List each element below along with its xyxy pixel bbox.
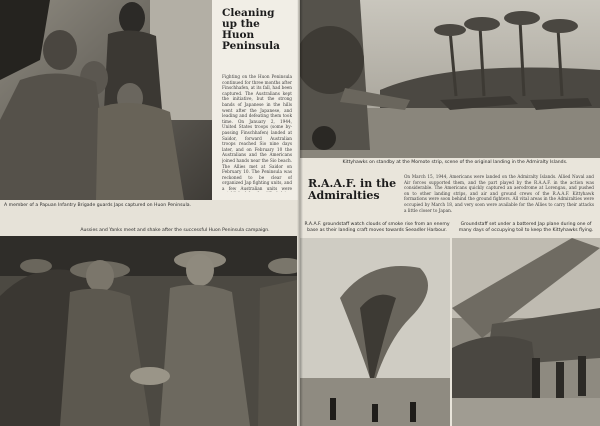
caption-kittyhawks: Kittyhawks on standby at the Momote strip, scene of the original landing in the Admiralty Islands. [342,160,568,165]
photo-aussies-yanks-handshake [0,236,297,426]
photo-kittyhawks-momote-strip [300,0,600,158]
photo-papuan-guard-prisoners [0,0,212,200]
photo-groundstaff-jap-plane [452,238,600,426]
photo-smoke-column [300,238,450,426]
article-body: Fighting on the Huon Peninsula continued for three months after Finschhafen, at its fall, had been captured. The Australians kept the initiative, but the strong bands of Japanese in the hills went after the Japanese, and leading and defeating them took time. On January 2, 1944, United States troops (some by-passing Finschhafen) landed at Saidor, forward Australian troops reached Sio nine days later, and on February 10 the Australians and the Americans joined hands near the Sio beach. The Allies met at Saidor on February 10. The Peninsula was reckoned to be clear of organized Jap fighting units, and a few Australian units were [222,74,292,191]
page-gutter [297,0,303,426]
caption-smoke-landing-craft: R.A.A.F. groundstaff watch clouds of smoke rise from an enemy base as their landing craft moves towards Seeadler Harbour. [304,222,450,233]
caption-groundstaff-jap-plane: Groundstaff set under a battered Jap plane during one of many days of occupying toil to keep the Kittyhawks flying. [458,222,594,233]
raaf-heading: R.A.A.F. in the Admiralties [308,177,397,202]
right-page [300,0,600,426]
article-heading: Cleaning up the Huon Peninsula [222,7,280,53]
raaf-body: On March 15, 1944, Americans were landed on the Admiralty Islands. Allied Naval and Air forces supported them, and the part played by the R.A.A.F. in the action was considerable. The Americans quickly captured an aerodrome at Lorengau, and pushed on to other landing strips, and air and ground crews of the R.A.A.F. Kittyhawk formations were soon behind the ground fighters. All vital areas in the Admiralties were occupied by March 18, and very soon were available for the Allies to carry their attacks a little closer to Japan. [404,174,594,213]
caption-papuan-guard: A member of a Papuan Infantry Brigade guards Japs captured on Huon Peninsula. [4,203,191,208]
caption-aussies-yanks: Aussies and Yanks meet and shake after the successful Huon Peninsula campaign. [80,228,270,233]
